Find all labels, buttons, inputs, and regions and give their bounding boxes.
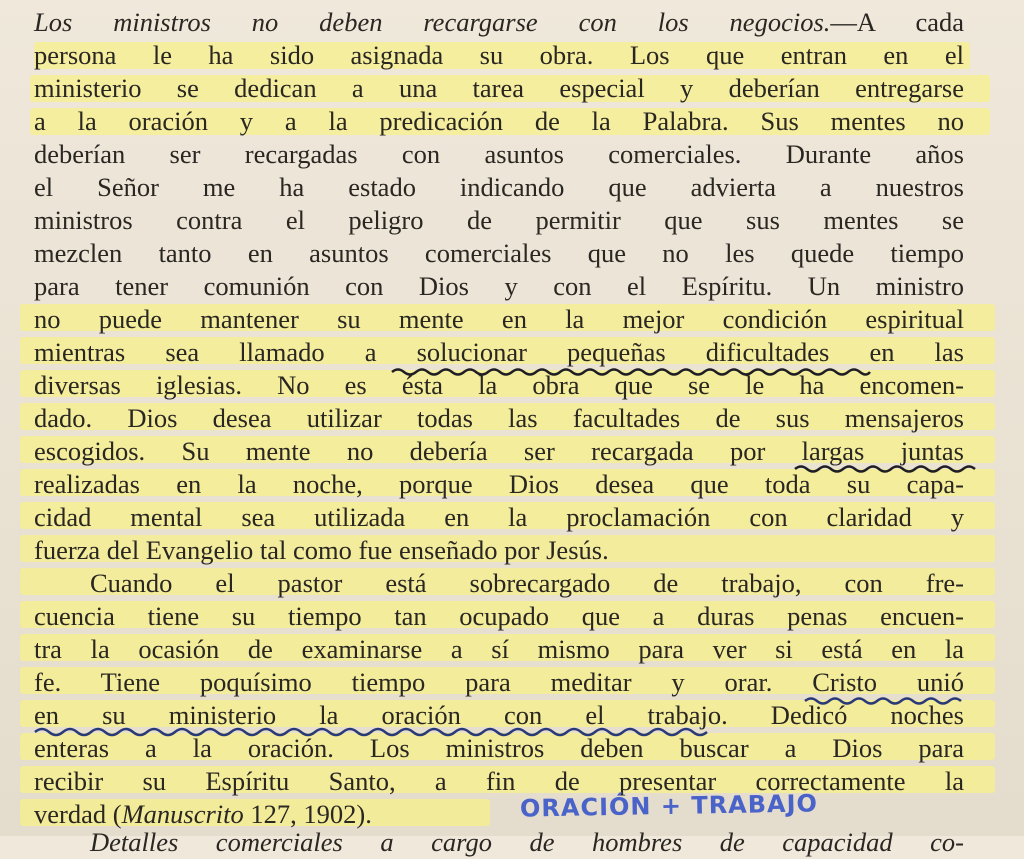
text-line-23: enteras a la oración. Los ministros deben buscar a Dios para — [34, 733, 964, 763]
text-line-6: el Señor me ha estado indicando que advierta a nuestros — [34, 172, 964, 202]
text-line-22: en su ministerio la oración con el trabajo. Dedicó noches — [34, 700, 964, 730]
text-line-2: persona le ha sido asignada su obra. Los que entran en el — [34, 40, 964, 70]
text-line-26-cutoff: Detalles comerciales a cargo de hombres de capacidad co- — [90, 827, 964, 857]
text-line-10: no puede mantener su mente en la mejor condición espiritual — [34, 304, 964, 334]
text-line-11: mientras sea llamado a solucionar pequeñas dificultades en las — [34, 337, 964, 367]
text-line-3: ministerio se dedican a una tarea especial y deberían entregarse — [34, 73, 964, 103]
text-line-19: cuencia tiene su tiempo tan ocupado que a duras penas encuen- — [34, 601, 964, 631]
text-line-12: diversas iglesias. No es ésta la obra que se le ha encomen- — [34, 370, 964, 400]
text-span: —A cada — [830, 7, 965, 37]
text-span: verdad ( — [34, 799, 122, 829]
text-line-1 — [34, 6, 964, 39]
text-line-5: deberían ser recargadas con asuntos comerciales. Durante años — [34, 139, 964, 169]
section-heading-italic: Los ministros no deben recargarse con los negocios. — [34, 7, 831, 37]
text-line-21: fe. Tiene poquísimo tiempo para meditar y orar. Cristo unió — [34, 667, 964, 697]
citation-italic: Manuscrito — [121, 799, 244, 829]
text-line-13: dado. Dios desea utilizar todas las facultades de sus mensajeros — [34, 403, 964, 433]
text-line-16: cidad mental sea utilizada en la proclamación con claridad y — [34, 502, 964, 532]
text-line-14: escogidos. Su mente no debería ser recargada por largas juntas — [34, 436, 964, 466]
text-line-8: mezclen tanto en asuntos comerciales que no les quede tiempo — [34, 238, 964, 268]
text-line-15: realizadas en la noche, porque Dios desea que toda su capa- — [34, 469, 964, 499]
text-line-20: tra la ocasión de examinarse a sí mismo para ver si está en la — [34, 634, 964, 664]
text-line-7: ministros contra el peligro de permitir que sus mentes se — [34, 205, 964, 235]
text-line-9: para tener comunión con Dios y con el Espíritu. Un ministro — [34, 271, 964, 301]
text-line-4: a la oración y a la predicación de la Palabra. Sus mentes no — [34, 106, 964, 136]
handwritten-note: ORACIÓN + TRABAJO — [519, 789, 819, 823]
text-line-18: Cuando el pastor está sobrecargado de trabajo, con fre- — [90, 568, 964, 598]
text-line-24: recibir su Espíritu Santo, a fin de presentar correctamente la — [34, 766, 964, 796]
text-span: 127, 1902). — [243, 799, 372, 829]
text-line-17: fuerza del Evangelio tal como fue enseñado por Jesús. — [34, 535, 609, 565]
